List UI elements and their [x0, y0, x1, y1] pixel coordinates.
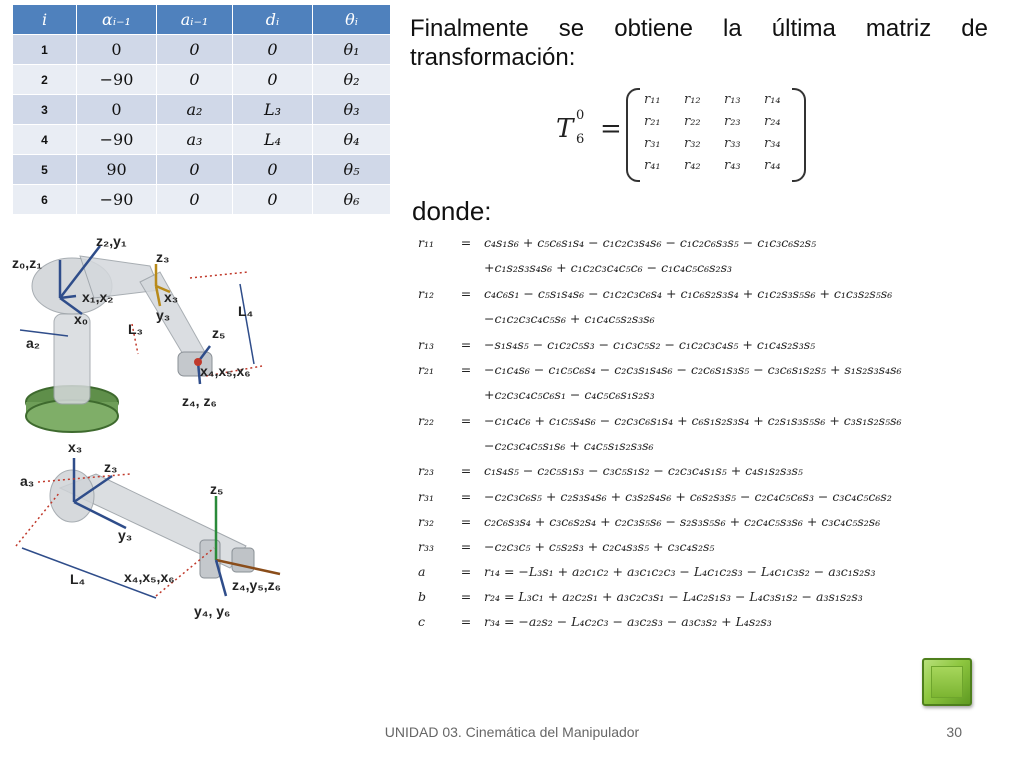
matrix-cell: r₃₃: [724, 136, 741, 151]
equation-rhs: c₂c₆s₃s₄ + c₃c₆s₂s₄ + c₂c₃s₅s₆ − s₂s₃s₅s₆ + c₂c₄c₅s₃s₆ + c₃c₄c₅s₂s₆: [484, 513, 881, 529]
header-a: aᵢ₋₁: [157, 5, 233, 35]
matrix-cell: r₄₁: [644, 158, 661, 173]
equation-lhs: r₁₁: [418, 235, 434, 250]
transformation-matrix: [556, 88, 816, 184]
label-z5: z₅: [212, 325, 226, 341]
equation-row: [418, 382, 1018, 408]
table-cell: θ₂: [313, 65, 391, 95]
equation-sign: =: [460, 285, 472, 301]
table-cell: 4: [13, 125, 77, 155]
table-cell: θ₄: [313, 125, 391, 155]
table-cell: a₂: [157, 95, 233, 125]
equation-rhs: c₄s₁s₆ + c₅c₆s₁s₄ − c₁c₂c₃s₄s₆ − c₁c₂c₆s₃s₅ − c₁c₃c₆s₂s₅: [484, 235, 817, 250]
equations-block: [418, 230, 1018, 635]
equation-lhs: r₁₂: [418, 285, 434, 301]
intro-text: Finalmente se obtiene la última matriz de transformación:: [410, 15, 988, 71]
label-z4-y5-z6: z₄,y₅,z₆: [232, 577, 282, 593]
label-z2-y1: z₂,y₁: [96, 233, 127, 249]
table-cell: θ₆: [313, 185, 391, 215]
matrix-cell: r₁₂: [684, 92, 701, 107]
equation-row: [418, 509, 1018, 534]
equation-row: [418, 281, 1018, 306]
table-cell: 2: [13, 65, 77, 95]
table-header-row: [13, 5, 391, 35]
equation-sign: =: [460, 463, 472, 479]
equation-row: [418, 534, 1018, 559]
equation-sign: =: [460, 336, 472, 352]
matrix-cell: r₃₄: [764, 136, 781, 151]
label-z0-z1: z₀,z₁: [12, 255, 42, 271]
footer-title: UNIDAD 03. Cinemática del Manipulador: [384, 724, 640, 740]
equation-rhs: −c₂c₃c₆s₅ + c₂s₃s₄s₆ + c₃s₂s₄s₆ + c₆s₂s₃s₅ − c₂c₄c₅c₆s₃ − c₃c₄c₅c₆s₂: [484, 488, 892, 504]
label-z4-z6: z₄, z₆: [182, 393, 217, 409]
next-slide-button-face[interactable]: [931, 666, 963, 698]
equation-row: [418, 306, 1018, 332]
equation-row: [418, 408, 1018, 433]
equation-sign: =: [460, 513, 472, 529]
table-cell: 1: [13, 35, 77, 65]
equation-rhs: c₄c₆s₁ − c₅s₁s₄s₆ − c₁c₂c₃c₆s₄ + c₁c₆s₂s₃s₄ + c₁c₂s₃s₅s₆ + c₁c₃s₂s₅s₆: [484, 285, 893, 301]
matrix-cell: r₃₁: [644, 136, 661, 151]
table-cell: 0: [157, 185, 233, 215]
matrix-left-bracket: [626, 88, 640, 182]
table-cell: −90: [77, 125, 157, 155]
equation-row: [418, 484, 1018, 509]
matrix-cell: r₄₄: [764, 158, 781, 173]
table-cell: 0: [233, 185, 313, 215]
label-x4-x5-x6: x₄,x₅,x₆: [124, 569, 175, 585]
matrix-cell: r₂₂: [684, 114, 701, 129]
table-cell: 5: [13, 155, 77, 185]
equation-row: [418, 433, 1018, 459]
table-cell: −90: [77, 65, 157, 95]
header-i: i: [13, 5, 77, 35]
matrix-cell: r₁₄: [764, 92, 781, 107]
equation-sign: =: [460, 538, 472, 554]
donde-label: donde:: [412, 196, 492, 226]
table-cell: 6: [13, 185, 77, 215]
table-cell: θ₅: [313, 155, 391, 185]
robot-arm-figure-top: [10, 226, 300, 448]
label-x1-x2: x₁,x₂: [82, 289, 114, 305]
equation-row: [418, 559, 1018, 584]
page-number: 30: [946, 724, 962, 740]
table-cell: 0: [157, 35, 233, 65]
matrix-cell: r₃₂: [684, 136, 701, 151]
next-slide-button[interactable]: [922, 658, 972, 706]
table-row: [13, 35, 391, 65]
matrix-cell: r₄₃: [724, 158, 741, 173]
matrix-cell: r₂₄: [764, 114, 781, 129]
label-y3: y₃: [156, 307, 171, 323]
matrix-symbol: T: [556, 114, 574, 144]
equation-lhs: r₃₁: [418, 488, 434, 504]
equation-sign: =: [460, 589, 472, 605]
table-cell: 0: [77, 95, 157, 125]
header-theta: θᵢ: [313, 5, 391, 35]
matrix-cells: [644, 92, 802, 180]
equation-lhs: a: [418, 564, 426, 580]
equation-lhs: r₂₁: [418, 361, 434, 377]
equation-rhs: −c₁c₄s₆ − c₁c₅c₆s₄ − c₂c₃s₁s₄s₆ − c₂c₆s₁s₃s₅ − c₃c₆s₁s₂s₅ + s₁s₂s₃s₄s₆: [484, 361, 902, 377]
equation-sign: =: [460, 235, 472, 250]
table-cell: 0: [157, 155, 233, 185]
equation-sign: =: [460, 412, 472, 428]
label-x4-x5-x6: x₄,x₅,x₆: [200, 363, 251, 379]
matrix-cell: r₁₃: [724, 92, 741, 107]
equation-rhs: r₃₄ = −a₂s₂ − L₄c₂c₃ − a₃c₂s₃ − a₃c₃s₂ + L₄s₂s₃: [484, 614, 772, 630]
header-d: dᵢ: [233, 5, 313, 35]
equation-row: [418, 357, 1018, 382]
table-cell: a₃: [157, 125, 233, 155]
matrix-cell: r₄₂: [684, 158, 701, 173]
equation-rhs: c₁s₄s₅ − c₂c₅s₁s₃ − c₃c₅s₁s₂ − c₂c₃c₄s₁s₅ + c₄s₁s₂s₃s₅: [484, 463, 803, 479]
equation-rhs: −c₁c₂c₃c₄c₅s₆ + c₁c₄c₅s₂s₃s₆: [484, 310, 655, 326]
matrix-cell: r₂₃: [724, 114, 741, 129]
equation-rhs: −c₂c₃c₅ + c₅s₂s₃ + c₂c₄s₃s₅ + c₃c₄s₂s₅: [484, 538, 715, 554]
label-L4: L₄: [238, 303, 254, 319]
table-cell: −90: [77, 185, 157, 215]
equation-lhs: b: [418, 589, 427, 605]
table-row: [13, 185, 391, 215]
equation-rhs: +c₂c₃c₄c₅c₆s₁ − c₄c₅c₆s₁s₂s₃: [484, 386, 655, 402]
table-row: [13, 155, 391, 185]
table-cell: 0: [233, 35, 313, 65]
equation-row: [418, 332, 1018, 357]
equation-lhs: r₂₂: [418, 412, 434, 428]
equation-row: [418, 458, 1018, 483]
table-row: [13, 125, 391, 155]
equation-lhs: r₃₂: [418, 513, 434, 529]
label-L4: L₄: [70, 571, 86, 587]
table-cell: 0: [233, 155, 313, 185]
table-cell: 0: [233, 65, 313, 95]
label-z3: z₃: [104, 459, 118, 475]
equation-sign: =: [460, 361, 472, 377]
table-cell: L₃: [233, 95, 313, 125]
matrix-equals: =: [600, 114, 622, 144]
equation-rhs: r₁₄ = −L₃s₁ + a₂c₁c₂ + a₃c₁c₂c₃ − L₄c₁c₂s₃ − L₄c₁c₃s₂ − a₃c₁s₂s₃: [484, 564, 876, 580]
equation-lhs: c: [418, 614, 426, 630]
table-cell: 3: [13, 95, 77, 125]
table-cell: L₄: [233, 125, 313, 155]
matrix-subscript: 6: [576, 132, 585, 147]
label-z3: z₃: [156, 249, 170, 265]
equation-rhs: r₂₄ = L₃c₁ + a₂c₂s₁ + a₃c₂c₃s₁ − L₄c₂s₁s₃ − L₄c₃s₁s₂ − a₃s₁s₂s₃: [484, 589, 863, 605]
label-a2: a₂: [26, 335, 41, 351]
label-x3: x₃: [164, 289, 179, 305]
equation-row: [418, 230, 1018, 255]
equation-lhs: r₃₃: [418, 538, 434, 554]
equation-rhs: −s₁s₄s₅ − c₁c₂c₅s₃ − c₁c₃c₅s₂ − c₁c₂c₃c₄s₅ + c₁c₄s₂s₃s₅: [484, 336, 816, 352]
table-cell: 90: [77, 155, 157, 185]
equation-sign: =: [460, 564, 472, 580]
equation-row: [418, 584, 1018, 609]
label-L3: L₃: [128, 321, 144, 337]
equation-rhs: −c₁c₄c₆ + c₁c₅s₄s₆ − c₂c₃c₆s₁s₄ + c₆s₁s₂s₃s₄ + c₂s₁s₃s₅s₆ + c₃s₁s₂s₅s₆: [484, 412, 902, 428]
label-z5: z₅: [210, 481, 224, 497]
table-cell: θ₁: [313, 35, 391, 65]
matrix-cell: r₂₁: [644, 114, 661, 129]
robot-arm-figure-bottom: [10, 436, 300, 626]
table-cell: 0: [157, 65, 233, 95]
equation-sign: =: [460, 488, 472, 504]
matrix-superscript: 0: [576, 108, 585, 123]
table-cell: 0: [77, 35, 157, 65]
equation-row: [418, 255, 1018, 281]
equation-row: [418, 609, 1018, 634]
label-x3: x₃: [68, 439, 83, 455]
equation-rhs: +c₁s₂s₃s₄s₆ + c₁c₂c₃c₄c₅c₆ − c₁c₄c₅c₆s₂s₃: [484, 260, 732, 276]
dh-parameter-table: [12, 4, 391, 215]
table-cell: θ₃: [313, 95, 391, 125]
label-a3: a₃: [20, 473, 35, 489]
label-y3: y₃: [118, 527, 133, 543]
equation-lhs: r₂₃: [418, 463, 434, 479]
header-alpha: αᵢ₋₁: [77, 5, 157, 35]
equation-rhs: −c₂c₃c₄c₅s₁s₆ + c₄c₅s₁s₂s₃s₆: [484, 437, 654, 453]
label-x0: x₀: [74, 311, 89, 327]
equation-lhs: r₁₃: [418, 336, 434, 352]
matrix-cell: r₁₁: [644, 92, 661, 107]
matrix-lhs: [556, 108, 585, 147]
equation-sign: =: [460, 614, 472, 630]
table-row: [13, 65, 391, 95]
label-y4-y6: y₄, y₆: [194, 603, 231, 619]
matrix-right-bracket: [792, 88, 806, 182]
table-row: [13, 95, 391, 125]
